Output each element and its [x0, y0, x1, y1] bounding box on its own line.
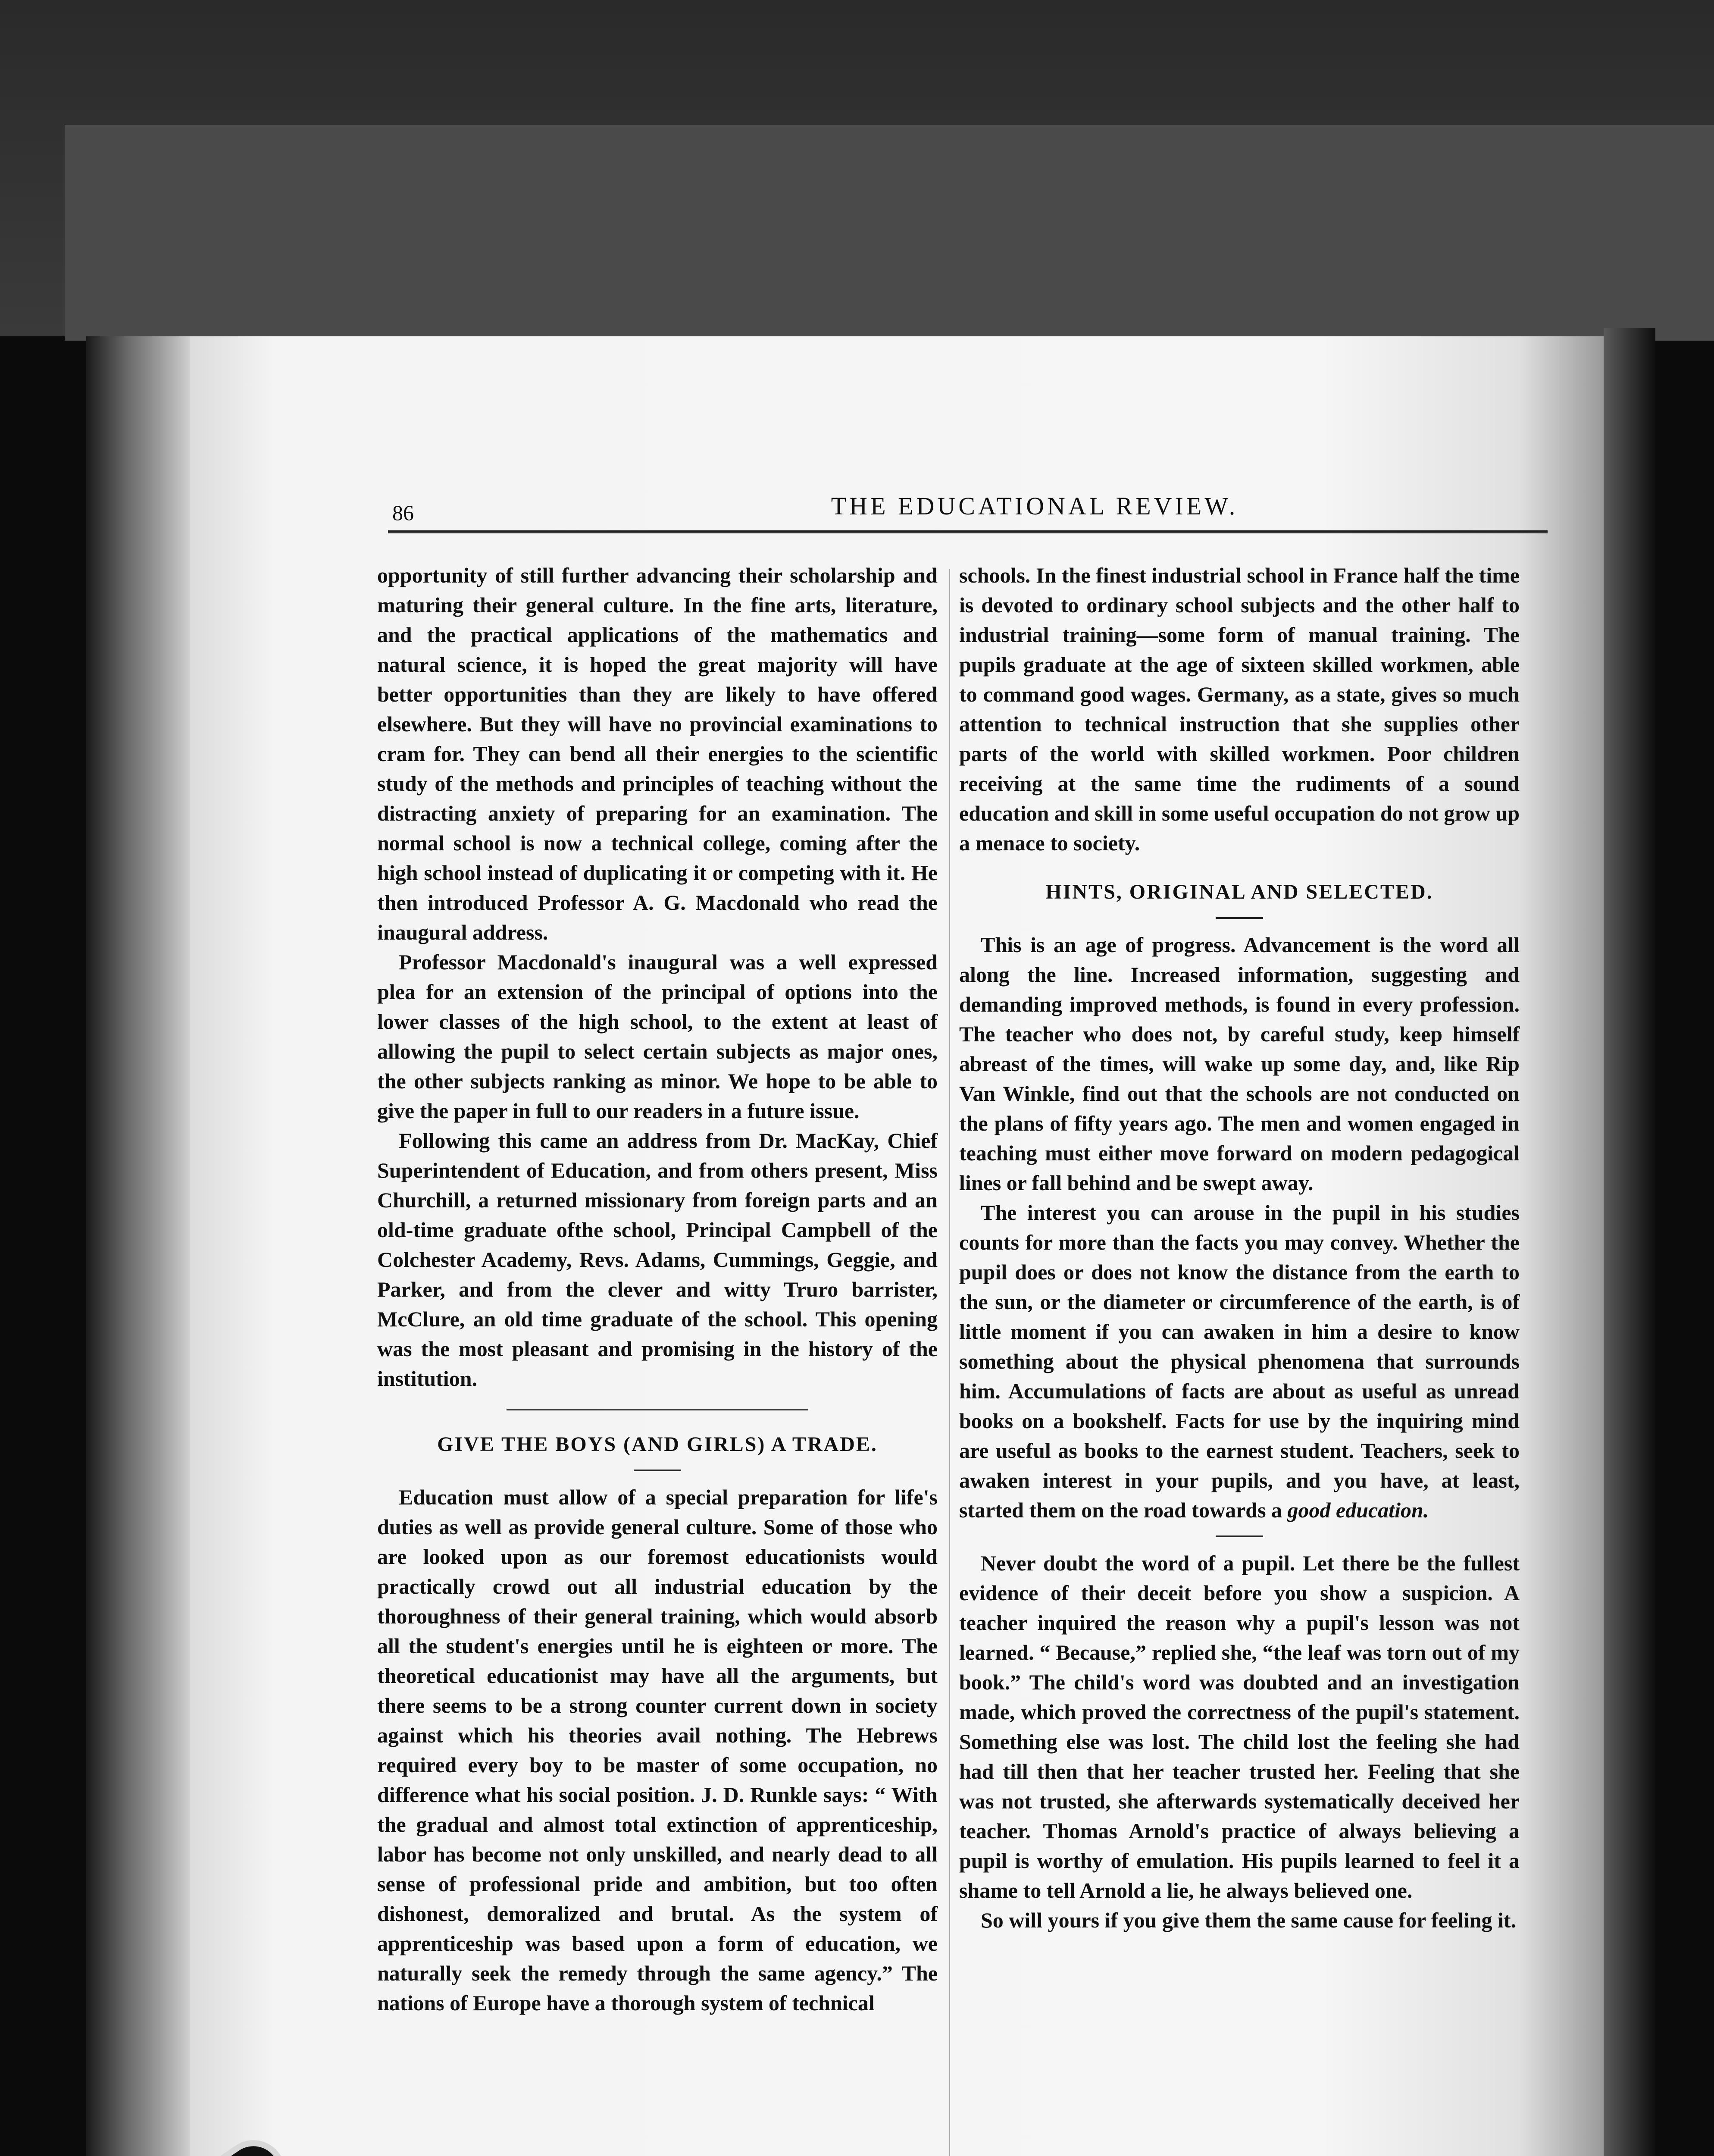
- hints-rule: [1216, 1536, 1263, 1537]
- table-surface: [65, 125, 1714, 341]
- article-paragraph: schools. In the finest industrial school in France half the time is devoted to ordinary school subjects and the other half to industrial training—some form of manual training. The pupils graduate at the age of sixteen skilled workmen, able to command good wages. Germany, as a state, gives so much attention to technical instruction that she supplies other parts of the world with skilled workmen. Poor children receiving at the same time the rudiments of a sound education and skill in some useful occupation do not grow up a menace to society.: [959, 563, 1520, 855]
- right-column: [959, 561, 1520, 1935]
- article-paragraph: Professor Macdonald's inaugural was a well expressed plea for an extension of the principal of options into the lower classes of the high school, to the extent at least of allowing the pupil to select certain subjects as major ones, the other subjects ranking as minor. We hope to be able to give the paper in full to our readers in a future issue.: [377, 950, 938, 1123]
- book-binding-edge: [86, 336, 190, 2156]
- header-rule: [388, 530, 1548, 533]
- page-number: 86: [392, 501, 414, 525]
- article-paragraph: opportunity of still further advancing their scholarship and maturing their general culture. In the fine arts, literature, and the practical applications of the mathematics and natural science, it is hoped the great majority will have better opportunities than they are likely to have offered elsewhere. But they will have no provincial examinations to cram for. They can bend all their energies to the scientific study of the methods and principles of teaching without the distracting anxiety of preparing for an examination. The normal school is now a technical college, coming after the high school instead of duplicating it or competing with it. He then introduced Professor A. G. Macdonald who read the inaugural address.: [377, 563, 938, 944]
- hints-paragraph: So will yours if you give them the same cause for feeling it.: [981, 1908, 1516, 1932]
- hints-italic: good education.: [1287, 1498, 1429, 1522]
- running-title: THE EDUCATIONAL REVIEW.: [831, 492, 1239, 520]
- hints-paragraph: [959, 1198, 1520, 1525]
- left-column: [377, 561, 938, 2018]
- section-divider: [507, 1409, 808, 1410]
- column-divider: [949, 569, 950, 2156]
- hints-paragraph: This is an age of progress. Advancement is the word all along the line. Increased information, suggesting and demanding improved methods, is found in every profession. The teacher who does not, by careful study, keep himself abreast of the times, will wake up some day, and, like Rip Van Winkle, find out that the schools are not conducted on the plans of fifty years ago. The men and women engaged in teaching must either move forward on modern pedagogical lines or fall behind and be swept away.: [959, 933, 1520, 1195]
- section-title: HINTS, ORIGINAL AND SELECTED.: [1045, 881, 1433, 903]
- hints-text: The interest you can arouse in the pupil in his studies counts for more than the facts you may convey. Whether the pupil does or does not know the distance from the earth to the sun, or the diameter or circumference of the earth, is of little moment if you can awaken in him a desire to know something about the physical phenomena that surrounds him. Accumulations of facts are about as useful as unread books on a bookshelf. Facts for use by the inquiring mind are useful as books to the earnest student. Teachers, seek to awaken interest in your pupils, and you have, at least, started them on the road towards a: [959, 1200, 1520, 1522]
- title-rule: [1216, 917, 1263, 919]
- article-paragraph: Following this came an address from Dr. MacKay, Chief Superintendent of Education, and from others present, Miss Churchill, a returned missionary from foreign parts and an old-time graduate ofthe school, Principal Campbell of the Colchester Academy, Revs. Adams, Cummings, Geggie, and Parker, and from the clever and witty Truro barrister, McClure, an old time graduate of the school. This opening was the most pleasant and promising in the history of the institution.: [377, 1128, 938, 1391]
- section-title: GIVE THE BOYS (AND GIRLS) A TRADE.: [437, 1433, 878, 1456]
- page-gutter-shadow: [1604, 328, 1655, 2156]
- article-paragraph: Education must allow of a special preparation for life's duties as well as provide general culture. Some of those who are looked upon as our foremost educationists would practically crowd out all industrial education by the thoroughness of their general training, which would absorb all the student's energies until he is eighteen or more. The theoretical educationist may have all the arguments, but there seems to be a strong counter current down in society against which his theories avail nothing. The Hebrews required every boy to be master of some occupation, no difference what his social position. J. D. Runkle says: “ With the gradual and almost total extinction of apprenticeship, labor has become not only unskilled, and nearly dead to all sense of professional pride and ambition, but too often dishonest, demoralized and brutal. As the system of apprenticeship was based upon a form of education, we naturally seek the remedy through the same agency.” The nations of Europe have a thorough system of technical: [377, 1485, 938, 2015]
- title-rule: [634, 1470, 681, 1471]
- hints-paragraph: Never doubt the word of a pupil. Let there be the fullest evidence of their deceit before you show a suspicion. A teacher inquired the reason why a pupil's lesson was not learned. “ Because,” replied she, “the leaf was torn out of my book.” The child's word was doubted and an investigation made, which proved the correctness of the pupil's statement. Something else was lost. The child lost the feeling she had had till then that her teacher trusted her. Feeling that she was not trusted, she afterwards systematically deceived her teacher. Thomas Arnold's practice of always believing a pupil is worthy of emulation. His pupils learned to feel it a shame to tell Arnold a lie, he always believed one.: [959, 1551, 1520, 1902]
